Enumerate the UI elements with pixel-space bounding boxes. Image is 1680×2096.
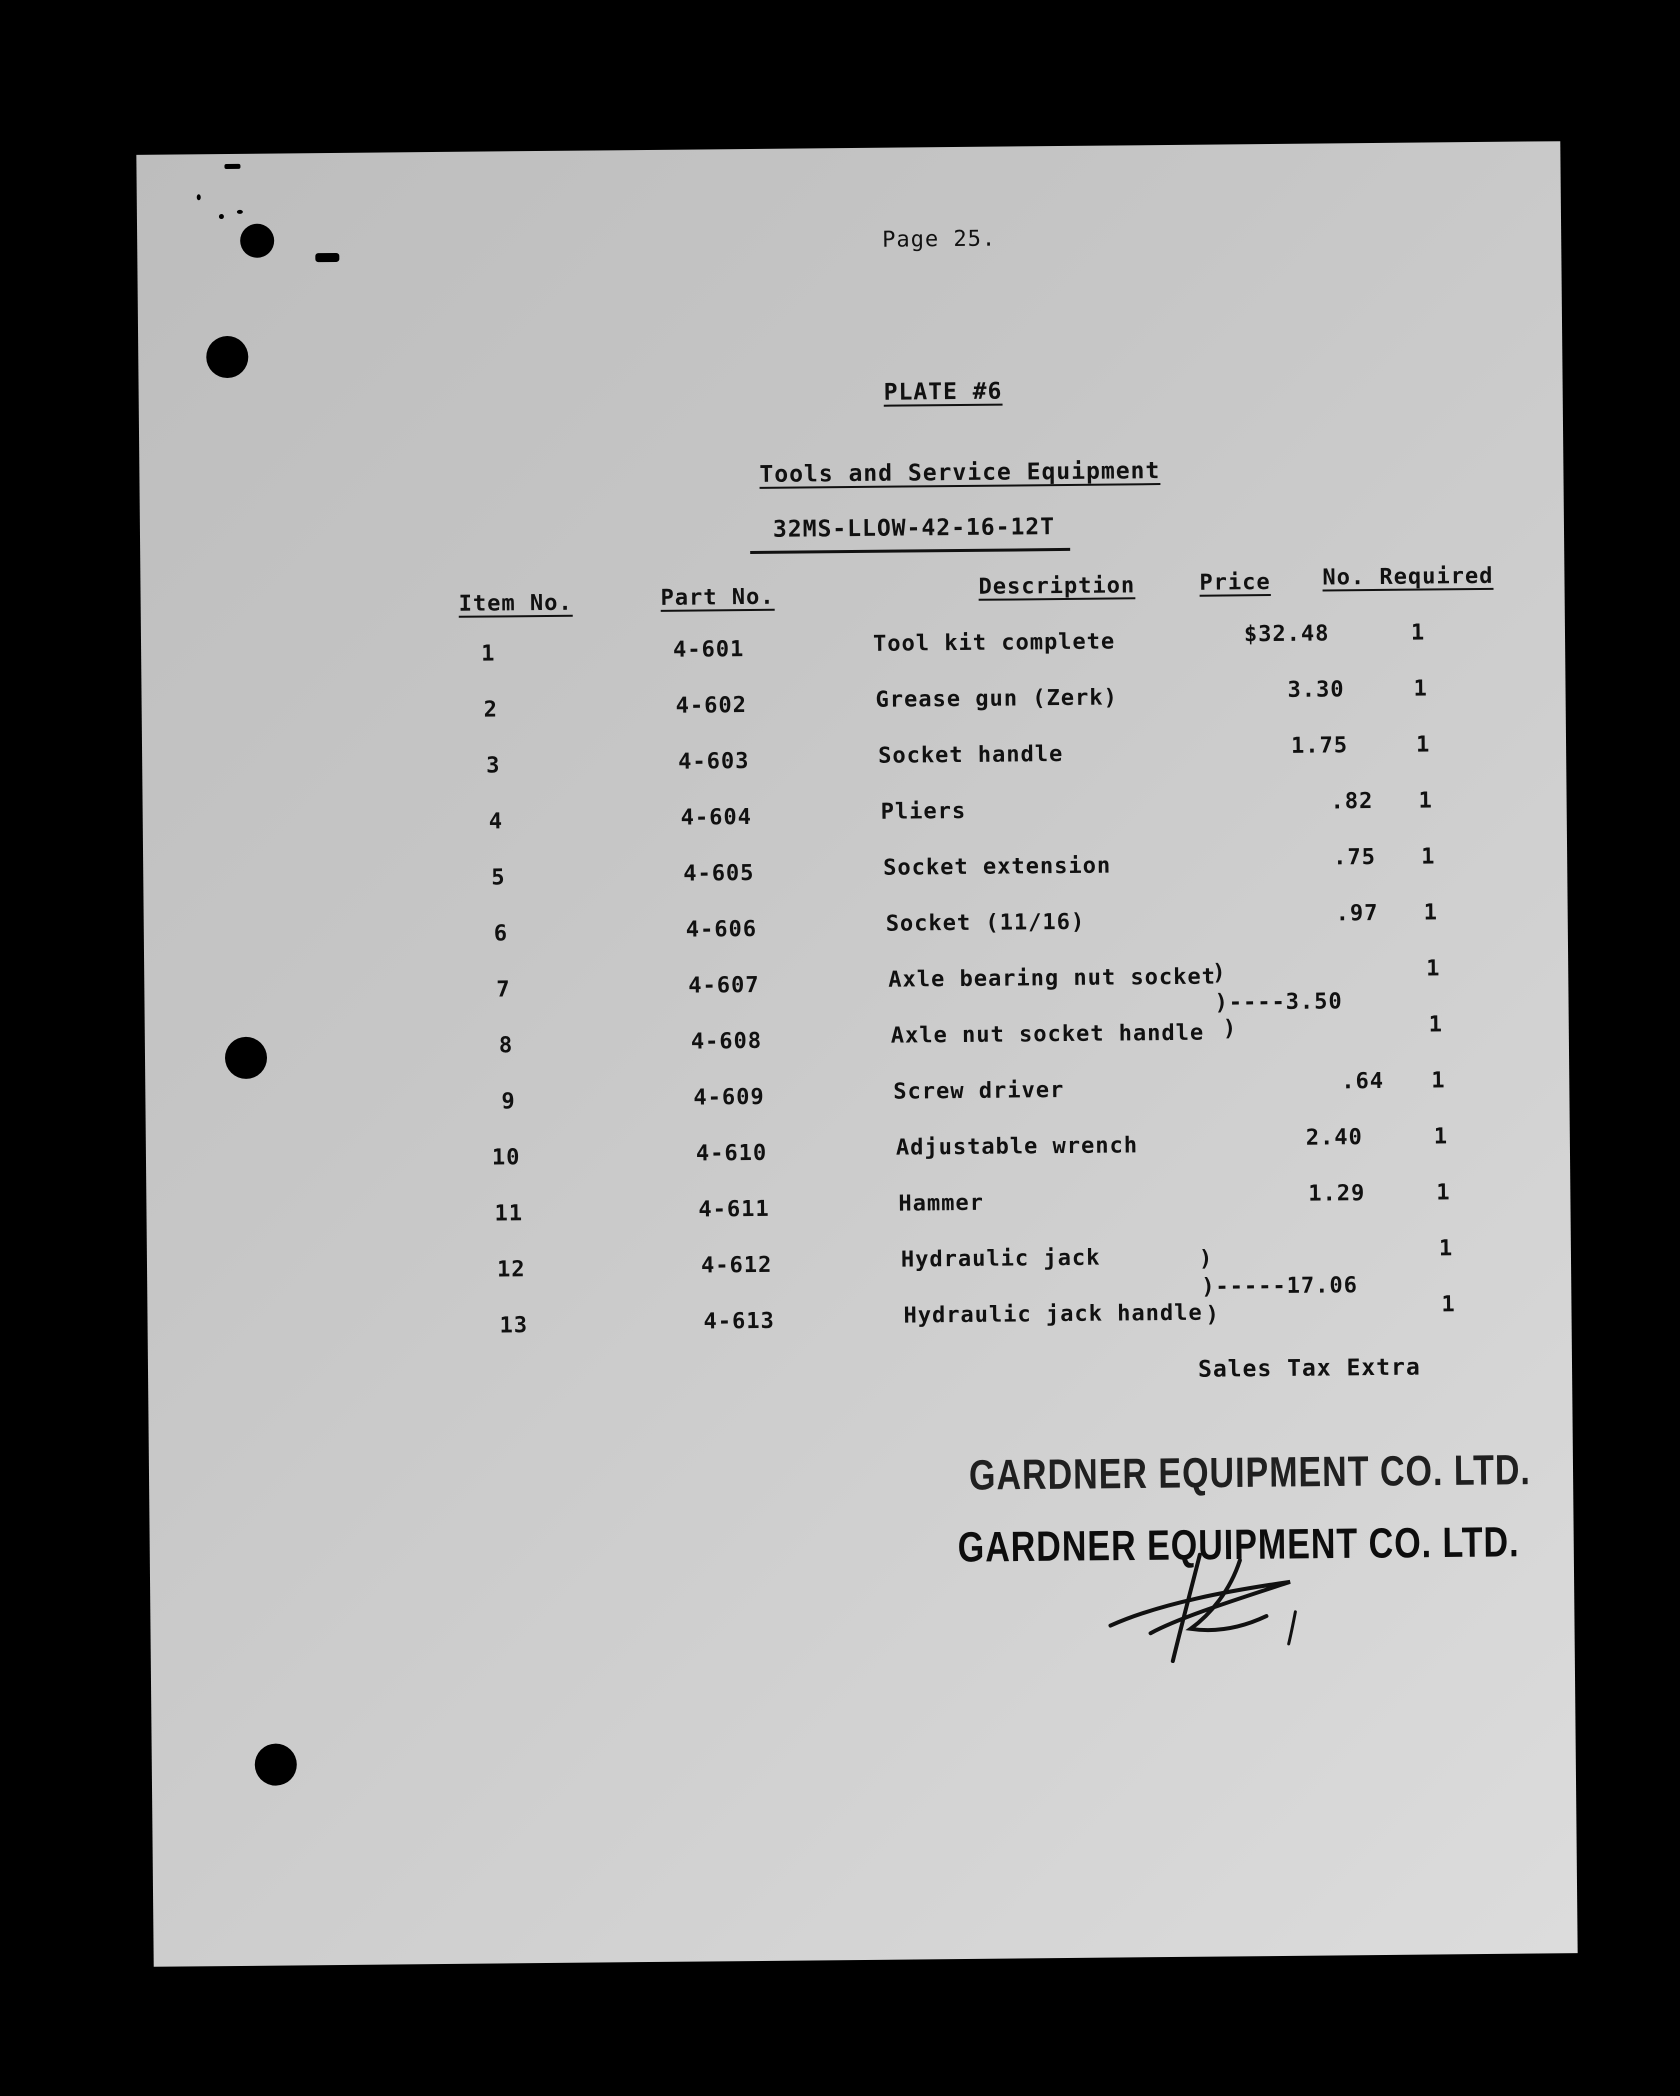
item-description: Grease gun (Zerk) [875, 685, 1118, 713]
item-description: Screw driver [893, 1078, 1065, 1105]
part-number: 4-612 [700, 1252, 773, 1279]
item-number: 2 [483, 697, 499, 723]
item-description: Adjustable wrench [895, 1133, 1139, 1161]
item-number: 12 [496, 1257, 526, 1283]
item-number: 5 [491, 865, 506, 891]
item-price: 1.75 [1290, 733, 1349, 759]
quantity-required: 1 [1410, 620, 1426, 646]
bracket-mark: ) [1205, 1302, 1220, 1328]
item-description: Hydraulic jack handle [903, 1300, 1203, 1329]
bracket-mark: ) [1212, 960, 1227, 986]
part-number: 4-606 [685, 916, 758, 943]
item-number: 11 [494, 1201, 524, 1227]
punch-hole-top [206, 336, 248, 378]
document-page [136, 141, 1577, 1967]
model-underline [750, 548, 1070, 554]
company-stamp-top: GARDNER EQUIPMENT CO. LTD. [968, 1446, 1532, 1500]
part-number: 4-603 [678, 749, 750, 775]
part-number: 4-613 [703, 1308, 775, 1335]
item-number: 10 [491, 1145, 521, 1171]
column-header-part: Part No. [660, 584, 775, 611]
part-number: 4-601 [672, 637, 745, 663]
part-number: 4-608 [690, 1028, 763, 1055]
part-number: 4-602 [675, 693, 748, 719]
punch-hole-bottom [255, 1743, 297, 1785]
company-stamp-bottom: GARDNER EQUIPMENT CO. LTD. [957, 1518, 1520, 1572]
column-header-item: Item No. [458, 590, 573, 617]
part-number: 4-605 [683, 860, 755, 887]
section-title: Tools and Service Equipment [759, 458, 1161, 488]
item-description: Hydraulic jack [900, 1245, 1101, 1273]
part-number: 4-609 [693, 1084, 765, 1111]
item-description: Axle nut socket handle [890, 1020, 1205, 1049]
item-price: 1.29 [1308, 1181, 1366, 1207]
ink-speck [240, 224, 274, 258]
ink-speck [315, 253, 339, 262]
model-number: 32MS-LLOW-42-16-12T [772, 514, 1056, 543]
ink-speck [219, 214, 224, 219]
item-price: .75 [1333, 845, 1377, 871]
quantity-required: 1 [1433, 1124, 1449, 1150]
column-header-price: Price [1199, 570, 1271, 596]
item-number: 7 [496, 977, 511, 1003]
quantity-required: 1 [1426, 956, 1441, 982]
item-price: $32.48 [1243, 621, 1330, 648]
column-header-description: Description [978, 573, 1136, 600]
quantity-required: 1 [1421, 844, 1436, 870]
item-description: Hammer [898, 1190, 985, 1217]
bracket-mark: ) [1198, 1246, 1214, 1272]
ink-speck [224, 164, 240, 169]
part-number: 4-611 [698, 1196, 770, 1223]
item-number: 6 [493, 921, 509, 947]
plate-title: PLATE #6 [883, 378, 1003, 406]
item-number: 13 [499, 1313, 529, 1339]
item-description: Tool kit complete [872, 629, 1116, 657]
ink-speck [237, 210, 243, 214]
item-number: 4 [488, 809, 504, 835]
bracket-group-price-1: )----3.50 [1214, 989, 1343, 1016]
quantity-required: 1 [1438, 1236, 1454, 1262]
part-number: 4-604 [680, 804, 753, 831]
item-description: Axle bearing nut socket [888, 964, 1217, 993]
quantity-required: 1 [1415, 732, 1431, 758]
page-number: Page 25. [882, 226, 997, 253]
item-description: Socket extension [883, 853, 1112, 881]
item-description: Pliers [880, 798, 967, 825]
item-price: 2.40 [1305, 1125, 1363, 1151]
item-price: .64 [1341, 1068, 1385, 1095]
column-header-required: No. Required [1322, 563, 1494, 591]
item-number: 3 [486, 753, 501, 779]
item-description: Socket handle [878, 742, 1064, 769]
quantity-required: 1 [1423, 900, 1439, 926]
item-price: .82 [1330, 789, 1374, 815]
quantity-required: 1 [1413, 676, 1428, 702]
quantity-required: 1 [1431, 1068, 1446, 1094]
item-number: 8 [498, 1033, 514, 1059]
punch-hole-middle [225, 1037, 267, 1079]
quantity-required: 1 [1436, 1180, 1451, 1206]
quantity-required: 1 [1441, 1292, 1456, 1318]
bracket-group-price-2: )-----17.06 [1201, 1273, 1359, 1300]
sales-tax-note: Sales Tax Extra [1197, 1354, 1421, 1383]
quantity-required: 1 [1418, 788, 1433, 814]
item-number: 1 [481, 641, 496, 667]
quantity-required: 1 [1428, 1012, 1444, 1038]
handwritten-signature [1090, 1531, 1351, 1673]
part-number: 4-610 [695, 1140, 768, 1167]
item-price: .97 [1335, 900, 1379, 927]
ink-speck [197, 194, 201, 200]
bracket-mark: ) [1222, 1016, 1238, 1042]
item-number: 9 [501, 1089, 516, 1115]
item-description: Socket (11/16) [885, 909, 1086, 937]
item-price: 3.30 [1287, 677, 1345, 703]
part-number: 4-607 [688, 972, 760, 999]
